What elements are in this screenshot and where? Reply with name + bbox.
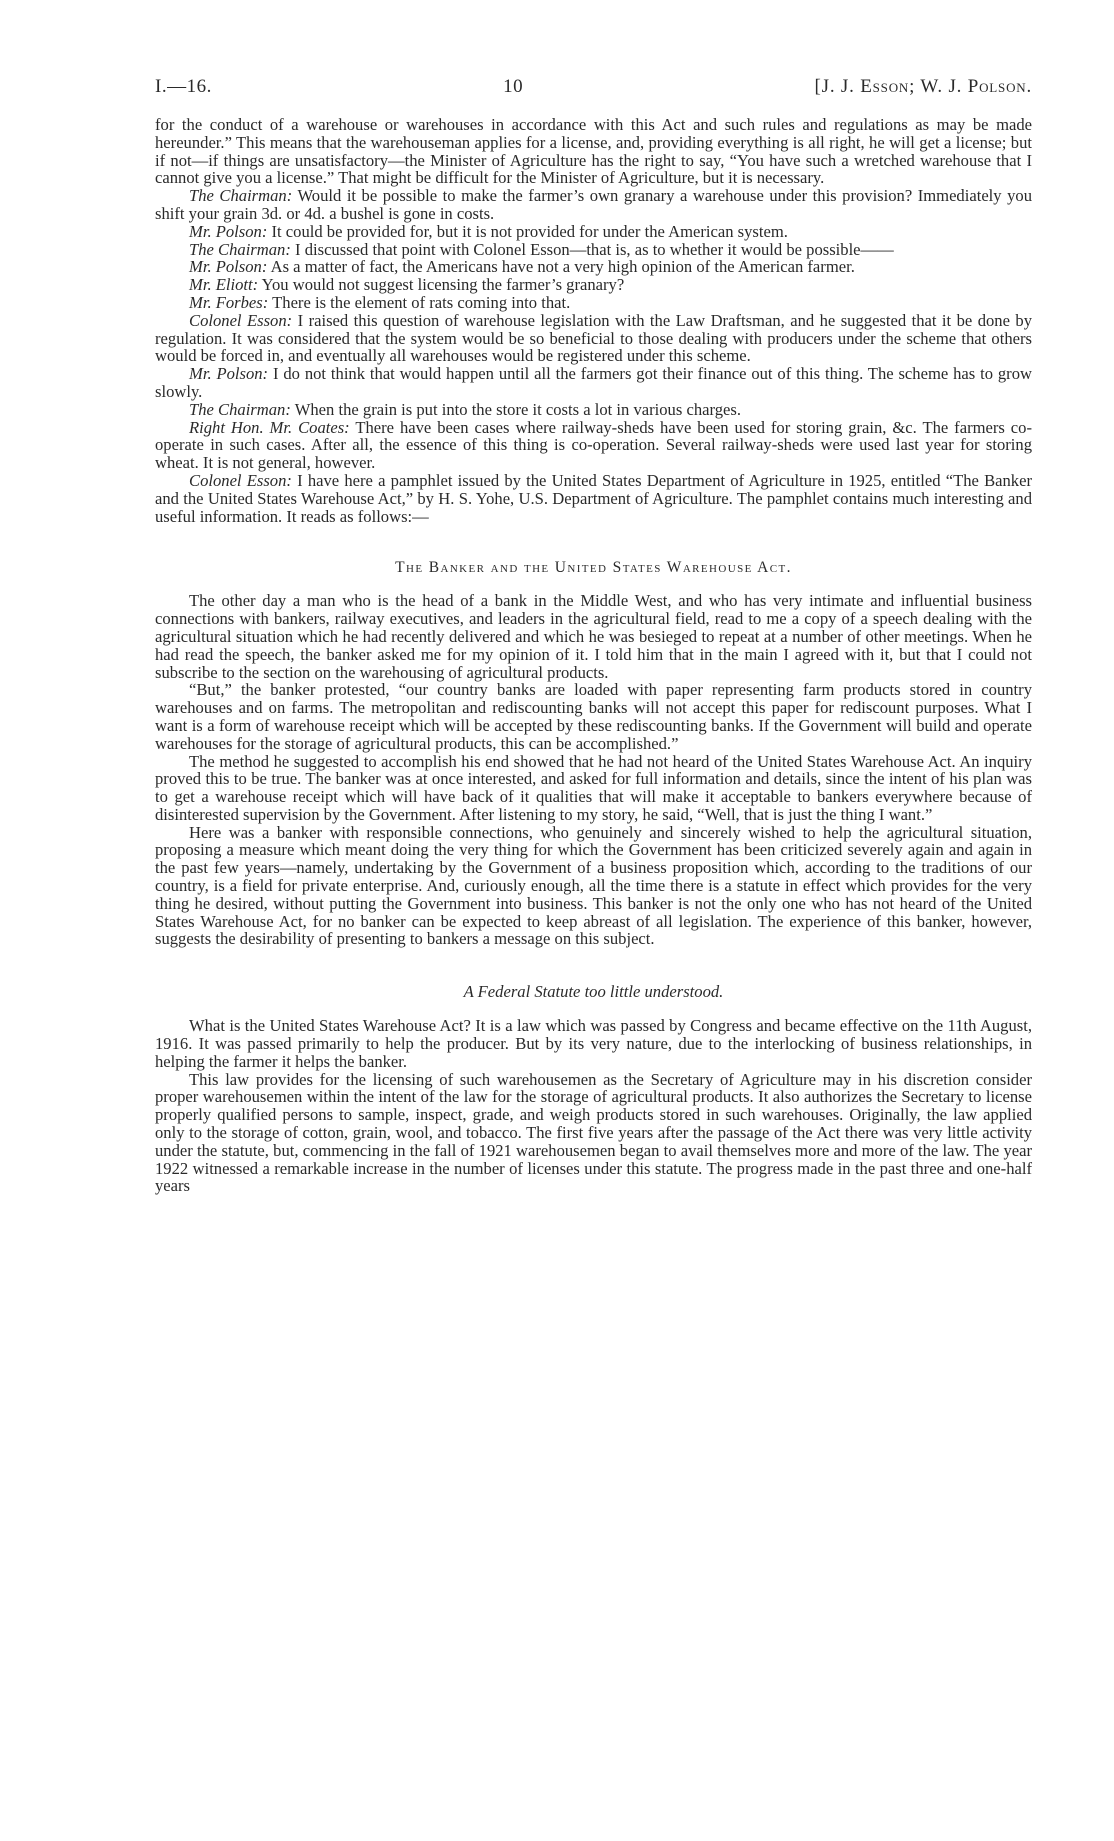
dialogue-paragraph [155, 187, 1032, 223]
page-header [155, 76, 1032, 98]
speaker-name: Mr. Polson: [189, 257, 268, 277]
dialogue-text: When the grain is put into the store it costs a lot in various charges. [290, 399, 741, 419]
document-page [155, 76, 1032, 1195]
speaker-name: Colonel Esson: [189, 310, 293, 330]
dialogue-paragraph [155, 276, 1032, 294]
dialogue-text: There have been cases where railway-sheds have been used for storing grain, &c. The farmers co-operate in such cases. After all, the essence of this thing is co-operation. Several railway-sheds were used last year for storing wheat. It is not general, however. [155, 417, 1032, 473]
dialogue-text: I have here a pamphlet issued by the United States Department of Agriculture in 1925, entitled “The Banker and the United States Warehouse Act,” by H. S. Yohe, U.S. Department of Agriculture. The pamphlet contains much interesting and useful information. It reads as follows:— [155, 470, 1032, 526]
body-paragraph: Here was a banker with responsible connections, who genuinely and sincerely wished to help the agricultural situation, proposing a measure which meant doing the very thing for which the Government has been criticized severely again and again in the past few years—namely, undertaking by the Government of a business proposition which, according to the traditions of our country, is a field for private enterprise. And, curiously enough, all the time there is a statute in effect which provides for the very thing he desired, without putting the Government into business. This banker is not the only one who has not heard of the United States Warehouse Act, for no banker can be expected to keep abreast of all legislation. The experience of this banker, however, suggests the desirability of presenting to bankers a message on this subject. [155, 822, 1032, 949]
speaker-name: Mr. Polson: [189, 221, 268, 241]
dialogue-text: I do not think that would happen until all the farmers got their finance out of this thing. The scheme has to grow slowly. [155, 364, 1032, 401]
dialogue-paragraph [155, 365, 1032, 401]
dialogue-text: There is the element of rats coming into that. [268, 292, 571, 312]
dialogue-text: Would it be possible to make the farmer’s own granary a warehouse under this provision? Immediately you shift your grain 3d. or 4d. a bushel is gone in costs. [155, 186, 1032, 223]
speaker-name: Mr. Eliott: [189, 275, 259, 295]
dialogue-text: As a matter of fact, the Americans have not a very high opinion of the American farmer. [267, 257, 855, 277]
dialogue-text: You would not suggest licensing the farmer’s granary? [258, 275, 625, 295]
dialogue-paragraph [155, 312, 1032, 365]
speaker-name: Right Hon. Mr. Coates: [189, 417, 350, 437]
speaker-name: Mr. Polson: [189, 364, 269, 384]
body-paragraph: The other day a man who is the head of a bank in the Middle West, and who has very intimate and influential business connections with bankers, railway executives, and leaders in the agricultural field, read to me a copy of a speech dealing with the agricultural situation which he had recently delivered and which he was besieged to repeat at a number of other meetings. When he had read the speech, the banker asked me for my opinion of it. I told him that in the main I agreed with it, but that I could not subscribe to the section on the warehousing of agricultural products. [155, 591, 1032, 682]
section-heading: The Banker and the United States Warehouse Act. [395, 559, 792, 577]
speaker-name: Colonel Esson: [189, 470, 292, 490]
subsection-heading: A Federal Statute too little understood. [463, 982, 724, 1002]
speaker-name: The Chairman: [189, 186, 293, 206]
dialogue-paragraph [155, 419, 1032, 472]
pamphlet-section-banker [155, 592, 1032, 948]
report-reference: I.—16. [155, 76, 212, 97]
dialogue-paragraph [155, 241, 1032, 259]
dialogue-text: It could be provided for, but it is not provided for under the American system. [267, 221, 788, 241]
dialogue-paragraph [155, 401, 1032, 419]
dialogue-text: I raised this question of warehouse legislation with the Law Draftsman, and he suggested that it be done by regulation. It was considered that the system would be so beneficial to those dealing with producers under the scheme that others would be forced in, and eventually all warehouses would be registered under this scheme. [155, 310, 1032, 366]
pamphlet-section-federal-statute [155, 1017, 1032, 1195]
dialogue-paragraph [155, 223, 1032, 241]
minutes-dialogue [155, 116, 1032, 525]
speaker-name: The Chairman: [189, 239, 291, 259]
dialogue-paragraph [155, 294, 1032, 312]
dialogue-text: I discussed that point with Colonel Esson—that is, as to whether it would be possible—— [290, 239, 894, 259]
body-paragraph: This law provides for the licensing of such warehousemen as the Secretary of Agriculture may in his discretion consider proper warehousemen within the intent of the law for the storage of agricultural products. It also authorizes the Secretary to license properly qualified persons to sample, inspect, grade, and weigh products stored in such warehouses. Originally, the law applied only to the storage of cotton, grain, wool, and tobacco. The first five years after the passage of the Act there was very little activity under the statute, but, commencing in the fall of 1921 warehousemen began to avail themselves more and more of the law. The year 1922 witnessed a remarkable increase in the number of licenses under this statute. The progress made in the past three and one-half years [155, 1069, 1032, 1196]
speaker-name: The Chairman: [189, 399, 291, 419]
dialogue-paragraph [155, 258, 1032, 276]
witness-names: [J. J. Esson; W. J. Polson. [814, 76, 1032, 97]
dialogue-paragraph [155, 116, 1032, 187]
body-paragraph: The method he suggested to accomplish his end showed that he had not heard of the United States Warehouse Act. An inquiry proved this to be true. The banker was at once interested, and asked for full information and details, since the intent of his plan was to get a warehouse receipt which will have back of it qualities that will make it acceptable to bankers everywhere because of disinterested supervision by the Government. After listening to my story, he said, “Well, that is just the thing I want.” [155, 751, 1032, 824]
body-paragraph: “But,” the banker protested, “our country banks are loaded with paper representing farm products stored in country warehouses and on farms. The metropolitan and rediscounting banks will not accept this paper for rediscount purposes. What I want is a form of warehouse receipt which will be accepted by these rediscounting banks. If the Government will build and operate warehouses for the storage of agricultural products, this can be accomplished.” [155, 680, 1032, 753]
dialogue-text: for the conduct of a warehouse or warehouses in accordance with this Act and such rules and regulations as may be made hereunder.” This means that the warehouseman applies for a license, and, providing everything is all right, he will get a license; but if not—if things are unsatisfactory—the Minister of Agriculture has the right to say, “You have such a wretched warehouse that I cannot give you a license.” That might be difficult for the Minister of Agriculture, but it is necessary. [155, 115, 1032, 188]
body-paragraph: What is the United States Warehouse Act? It is a law which was passed by Congress and became effective on the 11th August, 1916. It was passed primarily to help the producer. But by its very nature, due to the interlocking of business relationships, in helping the farmer it helps the banker. [155, 1016, 1032, 1071]
dialogue-paragraph [155, 472, 1032, 525]
page-number: 10 [503, 76, 524, 97]
speaker-name: Mr. Forbes: [189, 292, 269, 312]
